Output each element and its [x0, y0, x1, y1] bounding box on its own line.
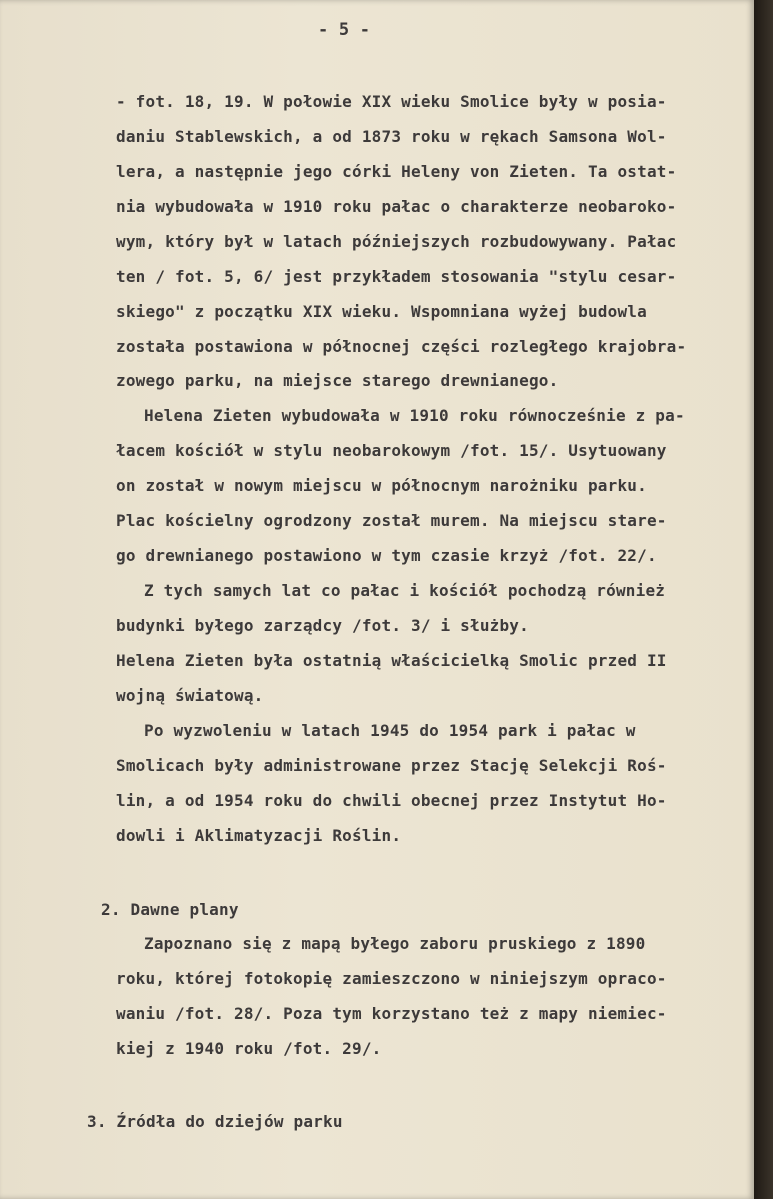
text-line: go drewnianego postawiono w tym czasie krzyż /fot. 22/. — [116, 546, 657, 565]
text-line: dowli i Aklimatyzacji Roślin. — [116, 826, 402, 845]
page-number: - 5 - — [318, 20, 371, 40]
text-line: waniu /fot. 28/. Poza tym korzystano też z mapy niemiec- — [116, 1004, 667, 1023]
page-edge-shadow — [754, 0, 773, 1199]
paragraph-start: Zapoznano się z mapą byłego zaboru pruskiego z 1890 — [144, 934, 646, 953]
text-line: lin, a od 1954 roku do chwili obecnej przez Instytut Ho- — [116, 791, 667, 810]
text-line: Plac kościelny ogrodzony został murem. Na miejscu stare- — [116, 511, 667, 530]
paragraph-start: Helena Zieten wybudowała w 1910 roku równocześnie z pa- — [144, 406, 685, 425]
text-line: Smolicach były administrowane przez Stację Selekcji Roś- — [116, 756, 667, 775]
text-line: roku, której fotokopię zamieszczono w niniejszym opraco- — [116, 969, 667, 988]
text-line: - fot. 18, 19. W połowie XIX wieku Smolice były w posia- — [116, 92, 667, 111]
text-line: Helena Zieten była ostatnią właścicielką Smolic przed II — [116, 651, 667, 670]
text-line: lera, a następnie jego córki Heleny von Zieten. Ta ostat- — [116, 162, 677, 181]
paragraph-start: Z tych samych lat co pałac i kościół pochodzą również — [144, 581, 666, 600]
text-line: on został w nowym miejscu w północnym narożniku parku. — [116, 476, 647, 495]
text-line: łacem kościół w stylu neobarokowym /fot. 15/. Usytuowany — [116, 441, 667, 460]
text-line: budynki byłego zarządcy /fot. 3/ i służby. — [116, 616, 529, 635]
text-line: została postawiona w północnej części rozległego krajobra- — [116, 337, 687, 356]
text-line: kiej z 1940 roku /fot. 29/. — [116, 1039, 382, 1058]
text-line: zowego parku, na miejsce starego drewnianego. — [116, 371, 559, 390]
paragraph-start: Po wyzwoleniu w latach 1945 do 1954 park i pałac w — [144, 721, 636, 740]
text-line: wojną światową. — [116, 686, 264, 705]
text-line: wym, który był w latach późniejszych rozbudowywany. Pałac — [116, 232, 677, 251]
section-heading: 2. Dawne plany — [101, 900, 239, 919]
text-line: nia wybudowała w 1910 roku pałac o charakterze neobaroko- — [116, 197, 677, 216]
text-line: daniu Stablewskich, a od 1873 roku w rękach Samsona Wol- — [116, 127, 667, 146]
text-line: skiego" z początku XIX wieku. Wspomniana wyżej budowla — [116, 302, 647, 321]
section-heading: 3. Źródła do dziejów parku — [87, 1112, 343, 1131]
text-line: ten / fot. 5, 6/ jest przykładem stosowania "stylu cesar- — [116, 267, 677, 286]
